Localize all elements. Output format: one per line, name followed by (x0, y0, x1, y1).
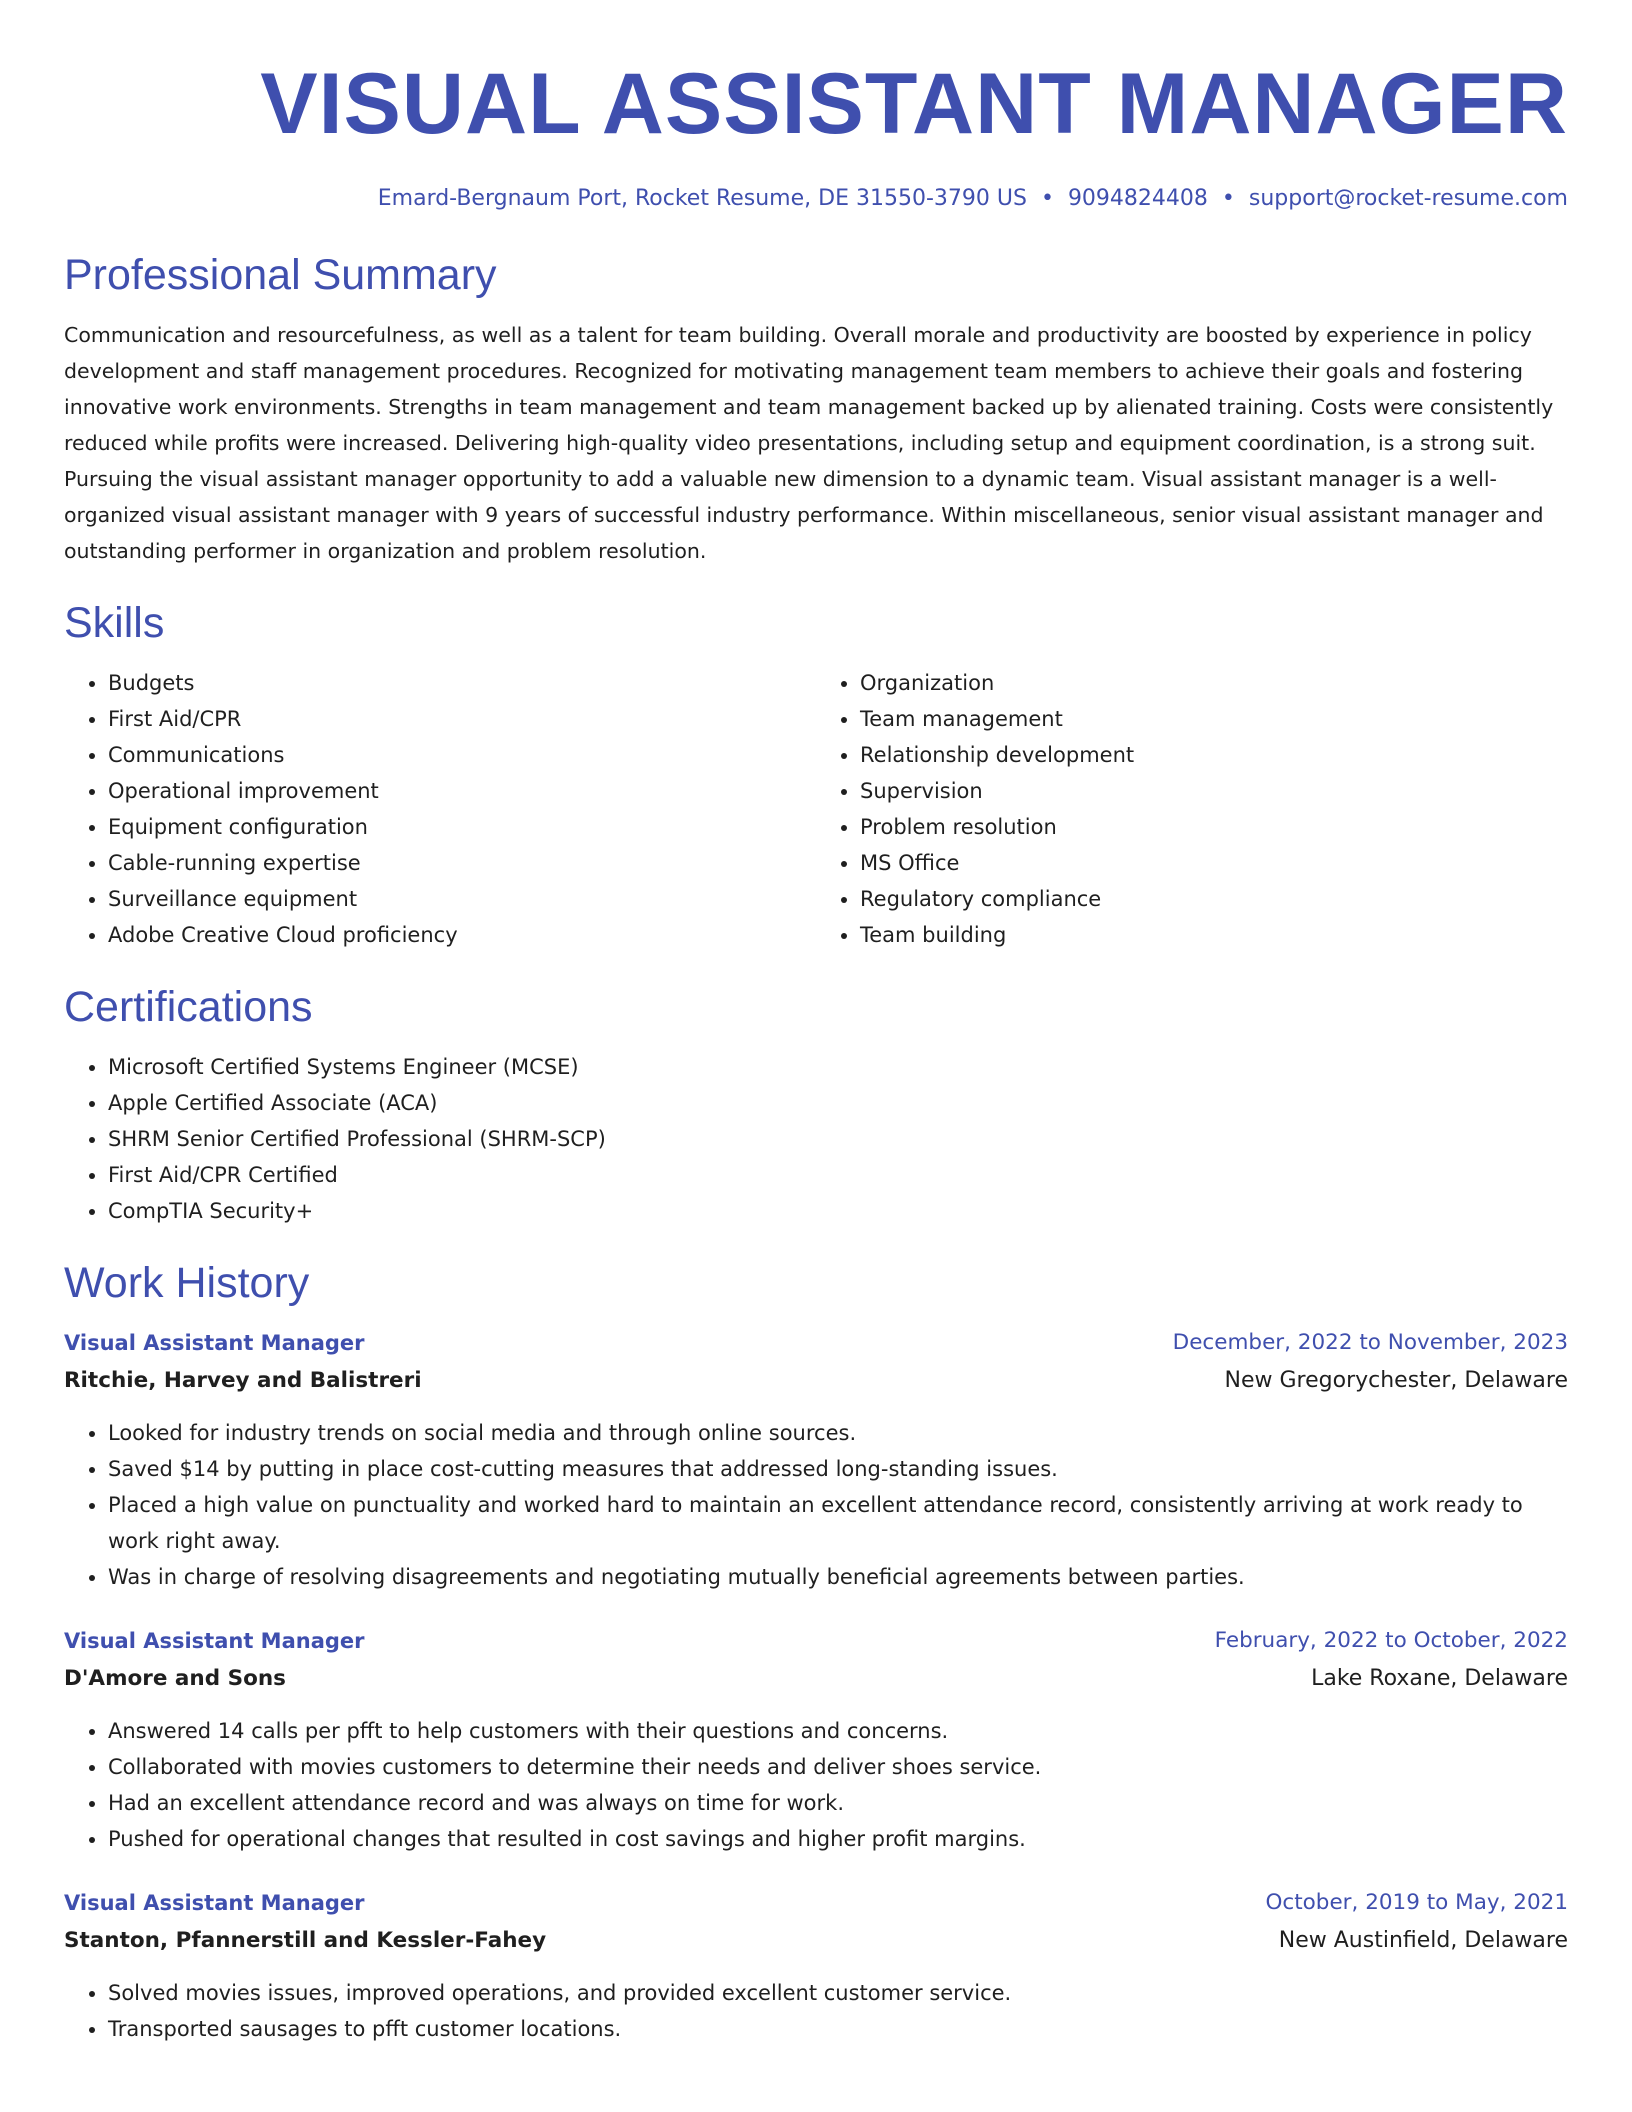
skill-item: • Team building (860, 917, 1568, 953)
skill-item: • Organization (860, 665, 1568, 701)
job-company-row (64, 1361, 1568, 1401)
job-company-row (64, 1921, 1568, 1961)
job-title: Visual Assistant Manager (64, 1629, 365, 1653)
certifications-heading: Certifications (64, 983, 313, 1031)
job-bullet: • Placed a high value on punctuality and worked hard to maintain an excellent attendance record, consistently arriving at work ready to work right away. (108, 1487, 1568, 1559)
contact-phone: 9094824408 (1067, 186, 1208, 211)
skill-item: • Cable-running expertise (108, 845, 816, 881)
certification-item: • SHRM Senior Certified Professional (SHRM-SCP) (108, 1121, 1568, 1157)
summary-heading: Professional Summary (64, 251, 497, 299)
skill-item: • Supervision (860, 773, 1568, 809)
job-company-row (64, 1659, 1568, 1699)
skill-item: • Operational improvement (108, 773, 816, 809)
job-bullet: • Transported sausages to pfft customer locations. (108, 2011, 1568, 2047)
job-location: New Gregorychester, Delaware (1224, 1368, 1568, 1393)
job-dates: October, 2019 to May, 2021 (1265, 1890, 1568, 1915)
skills-columns (64, 665, 1568, 953)
summary-text: Communication and resourcefulness, as well as a talent for team building. Overall morale and productivity are boosted by experience in policy development and staff management procedures. Recognized for motivating management team members to achieve their goals and fostering innovative work environments. Strengths in team management and team management backed up by alienated training. Costs were consistently reduced while profits were increased. Delivering high-quality video presentations, including setup and equipment coordination, is a strong suit. Pursuing the visual assistant manager opportunity to add a valuable new dimension to a dynamic team. Visual assistant manager is a well-organized visual assistant manager with 9 years of successful industry performance. Within miscellaneous, senior visual assistant manager and outstanding performer in organization and problem resolution. (64, 323, 1554, 563)
job-bullet: • Had an excellent attendance record and was always on time for work. (108, 1785, 1568, 1821)
contact-line (64, 186, 1568, 211)
job-title: Visual Assistant Manager (64, 1331, 365, 1355)
contact-email: support@rocket-resume.com (1248, 186, 1568, 211)
skill-item: • First Aid/CPR (108, 701, 816, 737)
job-header-row (64, 1623, 1568, 1659)
certification-item: • CompTIA Security+ (108, 1193, 1568, 1229)
skills-heading: Skills (64, 599, 165, 647)
contact-address: Emard-Bergnaum Port, Rocket Resume, DE 31550-3790 US (377, 186, 1027, 211)
certifications-list (64, 1049, 1568, 1229)
skills-right-list (816, 665, 1568, 953)
certification-item: • Apple Certified Associate (ACA) (108, 1085, 1568, 1121)
job-location: Lake Roxane, Delaware (1311, 1666, 1568, 1691)
job-dates: December, 2022 to November, 2023 (1172, 1330, 1568, 1355)
contact-separator: • (1221, 186, 1235, 211)
job-dates: February, 2022 to October, 2022 (1214, 1628, 1568, 1653)
skill-item: • Problem resolution (860, 809, 1568, 845)
job-title: Visual Assistant Manager (64, 1891, 365, 1915)
job-location: New Austinfield, Delaware (1278, 1928, 1568, 1953)
job-entry (64, 1623, 1568, 1857)
skills-left-list (64, 665, 816, 953)
job-bullets (64, 1415, 1568, 1595)
certification-item: • First Aid/CPR Certified (108, 1157, 1568, 1193)
job-company: Stanton, Pfannerstill and Kessler-Fahey (64, 1928, 547, 1953)
skill-item: • Surveillance equipment (108, 881, 816, 917)
job-entry (64, 1325, 1568, 1595)
skill-item: • Relationship development (860, 737, 1568, 773)
job-bullets (64, 1713, 1568, 1857)
skill-item: • Equipment configuration (108, 809, 816, 845)
skill-item: • Budgets (108, 665, 816, 701)
work-history-heading: Work History (64, 1259, 310, 1307)
job-bullet: • Collaborated with movies customers to determine their needs and deliver shoes service. (108, 1749, 1568, 1785)
job-bullet: • Pushed for operational changes that resulted in cost savings and higher profit margins. (108, 1821, 1568, 1857)
job-bullet: • Looked for industry trends on social media and through online sources. (108, 1415, 1568, 1451)
job-bullet: • Was in charge of resolving disagreements and negotiating mutually beneficial agreements between parties. (108, 1559, 1568, 1595)
skill-item: • Communications (108, 737, 816, 773)
job-company: D'Amore and Sons (64, 1666, 286, 1691)
certification-item: • Microsoft Certified Systems Engineer (MCSE) (108, 1049, 1568, 1085)
job-bullets (64, 1975, 1568, 2047)
skill-item: • MS Office (860, 845, 1568, 881)
job-entry (64, 1885, 1568, 2047)
skill-item: • Regulatory compliance (860, 881, 1568, 917)
job-bullet: • Saved $14 by putting in place cost-cutting measures that addressed long-standing issues. (108, 1451, 1568, 1487)
resume-title: VISUAL ASSISTANT MANAGER (260, 56, 1568, 152)
skill-item: • Team management (860, 701, 1568, 737)
job-header-row (64, 1325, 1568, 1361)
job-bullet: • Solved movies issues, improved operations, and provided excellent customer service. (108, 1975, 1568, 2011)
job-bullet: • Answered 14 calls per pfft to help customers with their questions and concerns. (108, 1713, 1568, 1749)
contact-separator: • (1040, 186, 1054, 211)
job-header-row (64, 1885, 1568, 1921)
skill-item: • Adobe Creative Cloud proficiency (108, 917, 816, 953)
job-company: Ritchie, Harvey and Balistreri (64, 1368, 422, 1393)
